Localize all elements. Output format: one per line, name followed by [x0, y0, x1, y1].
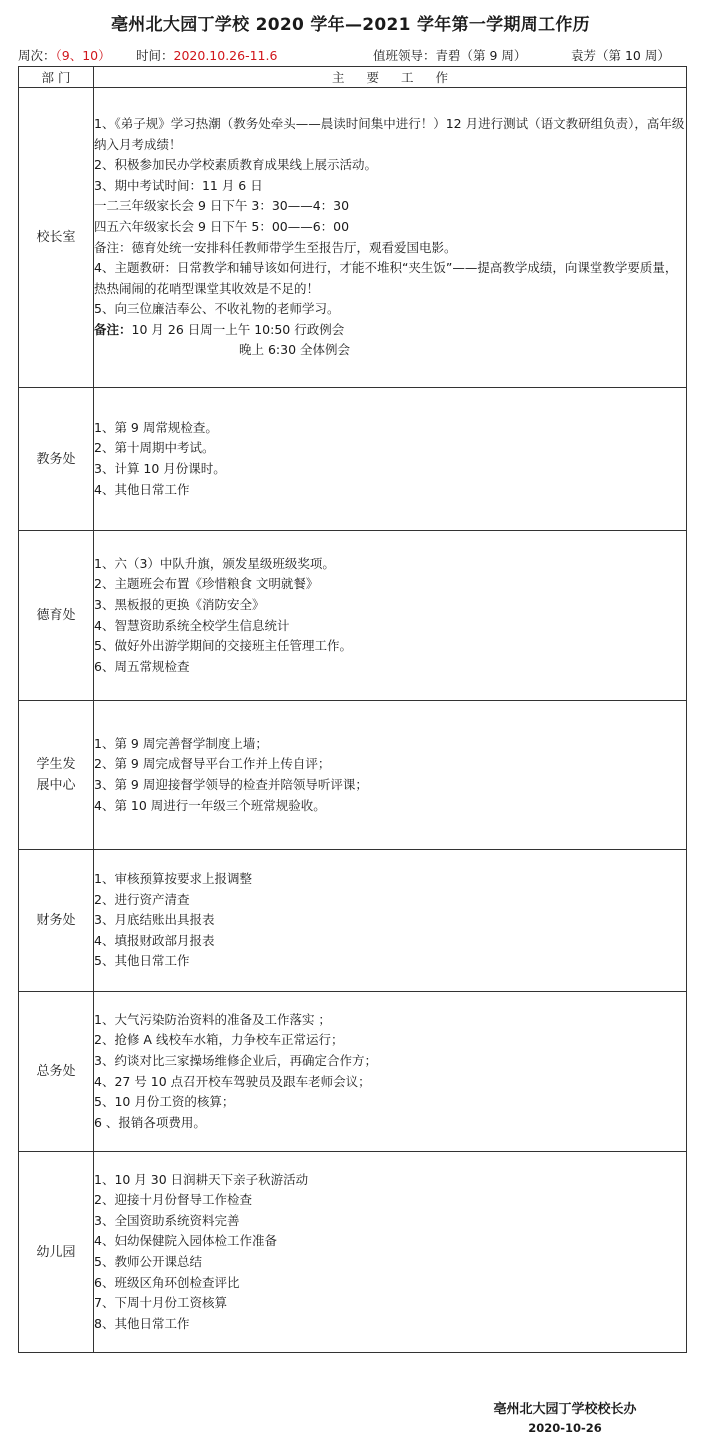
section-row-general-affairs	[19, 992, 687, 1152]
dept-cell	[19, 388, 94, 531]
footer-issuer: 亳州北大园丁学校校长办	[493, 1402, 637, 1417]
note-line-2: 晚上 6:30 全体例会	[239, 342, 351, 358]
dept-cell	[19, 850, 94, 992]
list-item: 3、第 9 周迎接督学领导的检查并陪领导听评课；	[94, 777, 368, 792]
list-item: 4、妇幼保健院入园体检工作准备	[94, 1233, 277, 1249]
work-column-header: 主要工作	[94, 67, 687, 88]
work-items-cell	[94, 701, 687, 850]
list-item: 1、第 9 周常规检查。	[94, 419, 218, 435]
work-items-cell	[94, 531, 687, 701]
section-row-student-development	[19, 701, 687, 850]
list-item: 2、抢修 A 线校车水箱，力争校车正常运行；	[94, 1032, 344, 1048]
work-calendar-table	[18, 66, 687, 1353]
meeting-note	[94, 320, 686, 341]
list-item: 2、第 9 周完成督导平台工作并上传自评；	[94, 756, 331, 772]
work-items-cell	[94, 1152, 687, 1353]
dept-name: 校长室	[36, 230, 76, 245]
list-item: 5、10 月份工资的核算；	[94, 1094, 235, 1110]
list-item: 7、下周十月份工资核算	[94, 1295, 227, 1311]
section-row-moral-education	[19, 531, 687, 701]
work-items-cell	[94, 388, 687, 531]
list-item: 2、主题班会布置《珍惜粮食 文明就餐》	[94, 576, 319, 592]
dept-name: 学生发展中心	[36, 757, 76, 793]
week-info	[18, 46, 111, 64]
dept-cell	[19, 88, 94, 388]
dept-column-header: 部 门	[19, 67, 94, 88]
time-info	[136, 46, 277, 64]
list-item: 1、《弟子规》学习热潮（教务处牵头——晨读时间集中进行！）12 月进行测试（语文教研组负责），高年级纳入月考成绩！	[94, 115, 685, 152]
list-item: 四五六年级家长会 9 日下午 5：00——6：00	[94, 218, 350, 234]
week-value: （9、10）	[55, 48, 111, 63]
list-item: 3、期中考试时间：11 月 6 日	[94, 177, 263, 193]
list-item: 2、第十周期中考试。	[94, 440, 215, 456]
list-item: 1、第 9 周完善督学制度上墙；	[94, 735, 268, 751]
list-item: 4、主题教研：日常教学和辅导该如何进行，才能不堆积“夹生饭”——提高教学成绩，向课堂教学要质量，热热闹闹的花哨型课堂其收效是不足的！	[94, 260, 678, 296]
list-item: 8、其他日常工作	[94, 1315, 190, 1331]
work-items-cell	[94, 992, 687, 1152]
list-item: 5、做好外出游学期间的交接班主任管理工作。	[94, 638, 352, 654]
dept-cell	[19, 992, 94, 1152]
list-item: 4、其他日常工作	[94, 481, 190, 497]
list-item: 6、班级区角环创检查评比	[94, 1274, 240, 1290]
section-row-principal-office	[19, 88, 687, 388]
list-item: 3、月底结账出具报表	[94, 912, 215, 928]
list-item: 4、27 号 10 点召开校车驾驶员及跟车老师会议；	[94, 1073, 371, 1089]
time-value: 2020.10.26-11.6	[173, 48, 278, 63]
list-item: 4、填报财政部月报表	[94, 932, 215, 948]
list-item: 1、大气污染防治资料的准备及工作落实 ；	[94, 1011, 331, 1027]
dept-name: 教务处	[36, 451, 76, 467]
list-item: 3、全国资助系统资料完善	[94, 1212, 240, 1228]
page-title: 亳州北大园丁学校 2020 学年—2021 学年第一学期周工作历	[111, 15, 590, 35]
work-items-cell	[94, 850, 687, 992]
section-row-finance	[19, 850, 687, 992]
list-item: 一二三年级家长会 9 日下午 3：30——4：30	[94, 198, 350, 214]
duty-leader-week9: 值班领导：青碧（第 9 周）	[373, 48, 527, 63]
list-item: 2、迎接十月份督导工作检查	[94, 1192, 252, 1208]
list-item: 备注：德育处统一安排科任教师带学生至报告厅，观看爱国电影。	[94, 239, 457, 255]
list-item: 3、约谈对比三家操场维修企业后，再确定合作方；	[94, 1052, 377, 1068]
list-item: 3、计算 10 月份课时。	[94, 461, 226, 476]
duty-leader-week10: 袁芳（第 10 周）	[571, 48, 670, 63]
list-item: 5、其他日常工作	[94, 953, 190, 969]
note-line-1: 10 月 26 日周一上午 10:50 行政例会	[131, 321, 345, 337]
schedule-info-row	[18, 46, 686, 64]
dept-name: 总务处	[36, 1064, 76, 1079]
list-item: 1、10 月 30 日润耕天下亲子秋游活动	[94, 1171, 309, 1187]
list-item: 3、黑板报的更换《消防安全》	[94, 596, 265, 612]
dept-name: 德育处	[36, 608, 76, 623]
list-item: 4、智慧资助系统全校学生信息统计	[94, 617, 290, 633]
section-row-academic-affairs	[19, 388, 687, 531]
note-label: 备注：	[94, 321, 132, 337]
section-row-kindergarten	[19, 1152, 687, 1353]
footer-date: 2020-10-26	[528, 1421, 602, 1435]
dept-name: 幼儿园	[36, 1244, 76, 1260]
week-label: 周次：	[18, 48, 56, 63]
table-header-row	[19, 67, 687, 88]
list-item: 6、周五常规检查	[94, 658, 190, 674]
list-item: 5、向三位廉洁奉公、不收礼物的老师学习。	[94, 301, 340, 317]
list-item: 2、积极参加民办学校素质教育成果线上展示活动。	[94, 157, 377, 173]
list-item: 5、教师公开课总结	[94, 1254, 202, 1269]
work-items-cell	[94, 88, 687, 388]
list-item: 1、六（3）中队升旗，颁发星级班级奖项。	[94, 555, 335, 571]
dept-name: 财务处	[36, 913, 76, 928]
dept-cell	[19, 1152, 94, 1353]
dept-cell	[19, 701, 94, 850]
list-item: 6 、报销各项费用。	[94, 1114, 206, 1130]
list-item: 1、审核预算按要求上报调整	[94, 871, 252, 887]
list-item: 2、进行资产清查	[94, 891, 190, 907]
list-item: 4、第 10 周进行一年级三个班常规验收。	[94, 797, 326, 813]
time-label: 时间：	[136, 48, 174, 63]
dept-cell	[19, 531, 94, 701]
